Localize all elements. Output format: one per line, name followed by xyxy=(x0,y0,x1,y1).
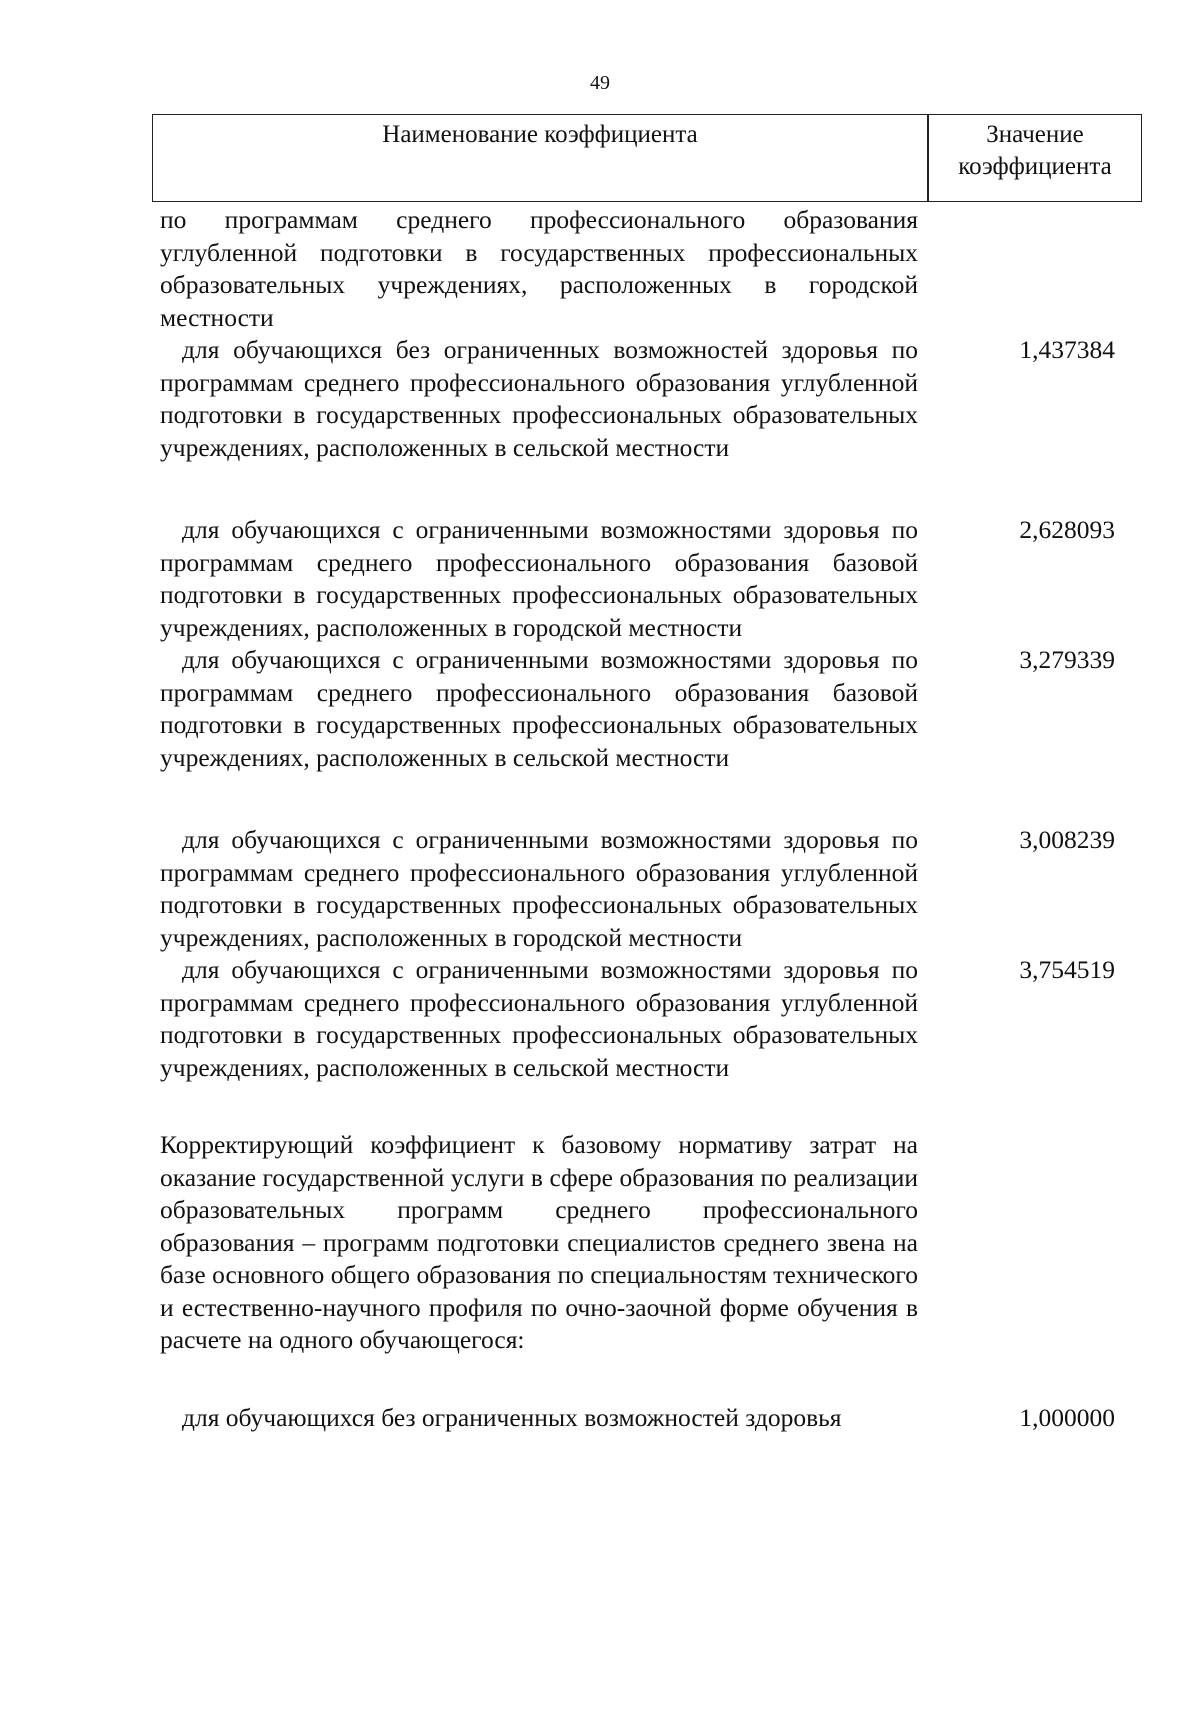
coefficient-value: 1,000000 xyxy=(1019,1402,1115,1432)
table-row xyxy=(160,514,1140,644)
coefficient-name: для обучающихся с ограниченными возможностями здоровья по программам среднего профессионального образования углубленной подготовки в государственных профессиональных образовательных учреждениях, расположенных в сельской местности xyxy=(160,955,918,1082)
coefficient-value: 1,437384 xyxy=(1019,335,1115,364)
header-value-line1: Значение xyxy=(986,121,1084,148)
coefficient-value: 3,279339 xyxy=(1019,645,1115,674)
table-row xyxy=(160,1129,1140,1357)
coefficient-value: 2,628093 xyxy=(1019,515,1115,544)
coefficient-value: 3,008239 xyxy=(1019,825,1115,854)
table-row xyxy=(160,204,1140,334)
header-value-line2: коэффициента xyxy=(958,153,1112,180)
table-row xyxy=(160,1402,1140,1435)
coefficient-name: для обучающихся с ограниченными возможностями здоровья по программам среднего профессионального образования базовой подготовки в государственных профессиональных образовательных учреждениях, расположенных в городской местности xyxy=(160,515,918,642)
coefficient-value xyxy=(930,204,1115,334)
coefficient-name: для обучающихся без ограниченных возможностей здоровья по программам среднего профессионального образования углубленной подготовки в государственных профессиональных образовательных учреждениях, расположенных в сельской местности xyxy=(160,335,918,462)
coefficient-name: для обучающихся с ограниченными возможностями здоровья по программам среднего профессионального образования углубленной подготовки в государственных профессиональных образовательных учреждениях, расположенных в городской местности xyxy=(160,825,918,952)
table-header xyxy=(152,114,1142,202)
table-body xyxy=(160,204,1140,1434)
coefficient-group-title: Корректирующий коэффициент к базовому нормативу затрат на оказание государственной услуги в сфере образования по реализации образовательных программ среднего профессионального образования – программ подготовки специалистов среднего звена на базе основного общего образования по специальностям технического и естественно-научного профиля по очно-заочной форме обучения в расчете на одного обучающегося: xyxy=(160,1130,918,1354)
table-row xyxy=(160,954,1140,1084)
page-number: 49 xyxy=(590,72,610,94)
table-row xyxy=(160,824,1140,954)
coefficient-name: по программам среднего профессионального образования углубленной подготовки в государственных профессиональных образовательных учреждениях, расположенных в городской местности xyxy=(160,205,918,332)
coefficient-name: для обучающихся с ограниченными возможностями здоровья по программам среднего профессионального образования базовой подготовки в государственных профессиональных образовательных учреждениях, расположенных в сельской местности xyxy=(160,645,918,772)
header-coefficient-value xyxy=(929,119,1141,183)
table-row xyxy=(160,334,1140,464)
header-coefficient-name: Наименование коэффициента xyxy=(382,121,698,148)
table-row xyxy=(160,644,1140,774)
coefficient-name: для обучающихся без ограниченных возможностей здоровья xyxy=(182,1402,842,1432)
coefficient-value xyxy=(930,1129,1115,1357)
coefficient-value: 3,754519 xyxy=(1019,955,1115,984)
